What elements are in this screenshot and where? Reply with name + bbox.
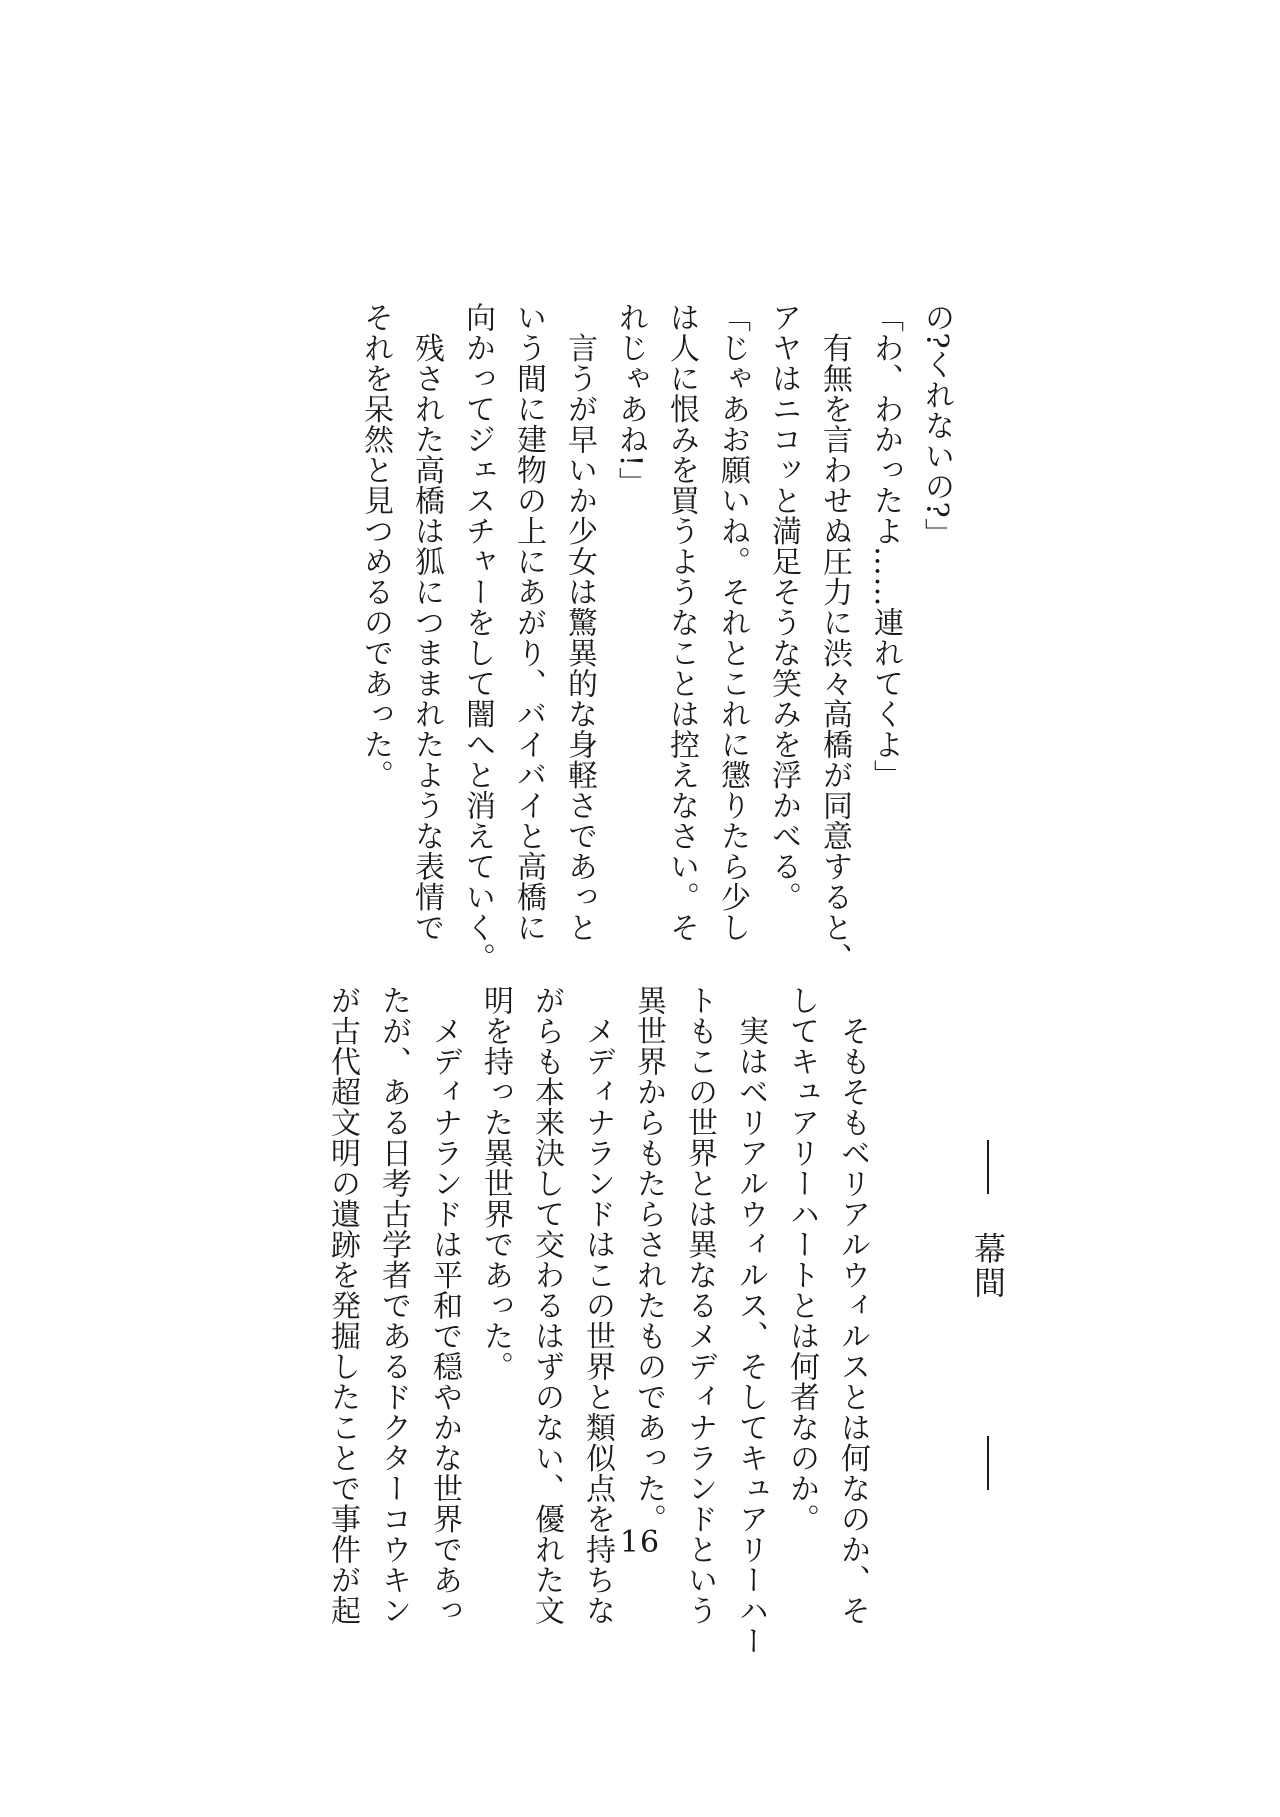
upper-line-9: いう間に建物の上にあがり、バイバイと高橋に [511, 302, 546, 943]
upper-line-10: 向かってジェスチャーをして闇へと消えていく。 [460, 302, 495, 973]
lower-line-2: してキュアリーハートとは何者なのか。 [784, 985, 819, 1534]
interlude-heading [963, 1140, 1013, 1500]
upper-line-3: 有無を言わせぬ圧力に渋々高橋が同意すると、 [817, 302, 852, 973]
interlude-title: 幕間 [969, 1232, 1007, 1300]
upper-line-5: 「じゃあお願いね。それとこれに懲りたら少し [715, 302, 750, 943]
upper-line-8: 言うが早いか少女は驚異的な身軽さであっと [562, 302, 597, 943]
upper-text-block [350, 302, 962, 973]
upper-line-12: それを呆然と見つめるのであった。 [358, 302, 393, 790]
heading-dash-bottom [987, 1436, 989, 1490]
upper-line-4: アヤはニコッと満足そうな笑みを浮かべる。 [766, 302, 801, 912]
lower-line-7: がらも本来決して交わるはずのない、優れた文 [529, 985, 564, 1626]
lower-line-6: メディナランドはこの世界と類似点を持ちな [580, 985, 615, 1626]
lower-line-3: 実はベリアルウィルス、そしてキュアリーハー [733, 985, 768, 1656]
lower-line-5: 異世界からもたらされたものであった。 [631, 985, 666, 1534]
lower-line-9: メディナランドは平和で穏やかな世界であっ [427, 985, 462, 1626]
lower-line-8: 明を持った異世界であった。 [478, 985, 513, 1382]
upper-line-6: は人に恨みを買うようなことは控えなさい。そ [664, 302, 699, 943]
upper-line-11: 残された高橋は狐につままれたような表情で [409, 302, 444, 943]
upper-line-7: れじゃあね!」 [613, 302, 648, 498]
lower-line-11: が古代超文明の遺跡を発掘したことで事件が起 [325, 985, 360, 1626]
upper-line-1: の?くれないの?」 [919, 302, 954, 549]
upper-line-2: 「わ、わかったよ……連れてくよ」 [868, 302, 903, 790]
lower-line-1: そもそもベリアルウィルスとは何なのか、そ [835, 985, 870, 1626]
lower-line-10: たが、ある日考古学者であるドクターコウキン [376, 985, 411, 1626]
lower-line-4: トもこの世界とは異なるメディナランドという [682, 985, 717, 1626]
heading-dash-top [987, 1140, 989, 1194]
page-number: 16 [619, 1525, 661, 1560]
